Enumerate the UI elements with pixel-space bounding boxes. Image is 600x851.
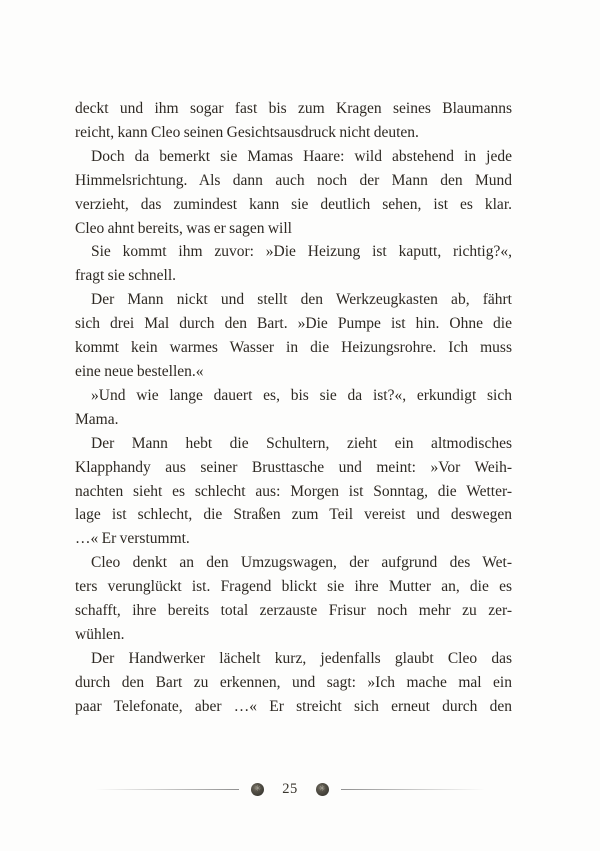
text-line: kommt kein warmes Wasser in die Heizungsrohre. Ich muss bbox=[75, 339, 512, 357]
footer-rule-left bbox=[95, 789, 239, 790]
text-line: fragt sie schnell. bbox=[75, 267, 177, 285]
text-line: durch den Bart zu erkennen, und sagt: »Ich mache mal ein bbox=[75, 673, 512, 691]
text-line: Doch da bemerkt sie Mamas Haare: wild abstehend in jede bbox=[91, 147, 512, 165]
ornament-dot-icon bbox=[251, 783, 264, 796]
text-line: schafft, ihre bereits total zerzauste Frisur noch mehr zu zer- bbox=[75, 602, 512, 620]
paragraph bbox=[75, 432, 512, 552]
text-line: paar Telefonate, aber …« Er streicht sich erneut durch den bbox=[75, 697, 512, 715]
text-line: nachten sieht es schlecht aus: Morgen ist Sonntag, die Wetter- bbox=[75, 482, 512, 500]
text-line: Klapphandy aus seiner Brusttasche und meint: »Vor Weih- bbox=[75, 458, 512, 476]
text-line: Der Handwerker lächelt kurz, jedenfalls glaubt Cleo das bbox=[91, 649, 512, 667]
text-line: Himmelsrichtung. Als dann auch noch der Mann den Mund bbox=[75, 171, 512, 189]
text-line: reicht, kann Cleo seinen Gesichtsausdruck nicht deuten. bbox=[75, 123, 419, 141]
text-line: Sie kommt ihm zuvor: »Die Heizung ist kaputt, richtig?«, bbox=[91, 243, 512, 261]
paragraph bbox=[75, 551, 512, 647]
page-footer bbox=[95, 779, 485, 799]
page-number: 25 bbox=[282, 780, 298, 797]
paragraph bbox=[75, 145, 512, 241]
text-line: Der Mann hebt die Schultern, zieht ein altmodisches bbox=[91, 434, 512, 452]
text-line: Mama. bbox=[75, 410, 119, 428]
paragraph bbox=[75, 384, 512, 432]
paragraph bbox=[75, 647, 512, 719]
paragraph bbox=[75, 240, 512, 288]
text-line: verzieht, das zumindest kann sie deutlich sehen, ist es klar. bbox=[75, 195, 512, 213]
text-line: Cleo denkt an den Umzugswagen, der aufgrund des Wet- bbox=[91, 554, 512, 572]
footer-rule-right bbox=[341, 789, 485, 790]
text-line: wühlen. bbox=[75, 625, 125, 643]
text-line: deckt und ihm sogar fast bis zum Kragen seines Blaumanns bbox=[75, 100, 512, 117]
ornament-dot-icon bbox=[316, 783, 329, 796]
text-line: eine neue bestellen.« bbox=[75, 362, 204, 380]
text-line: »Und wie lange dauert es, bis sie da ist?«, erkundigt sich bbox=[91, 386, 512, 404]
paragraph bbox=[75, 288, 512, 384]
text-line: …« Er verstummt. bbox=[75, 530, 190, 548]
text-line: sich drei Mal durch den Bart. »Die Pumpe ist hin. Ohne die bbox=[75, 315, 512, 333]
text-line: lage ist schlecht, die Straßen zum Teil vereist und deswegen bbox=[75, 506, 512, 524]
paragraph bbox=[75, 97, 512, 145]
text-line: ters verunglückt ist. Fragend blickt sie ihre Mutter an, die es bbox=[75, 578, 512, 596]
body-text bbox=[75, 97, 512, 719]
text-line: Der Mann nickt und stellt den Werkzeugkasten ab, fährt bbox=[91, 291, 512, 309]
text-line: Cleo ahnt bereits, was er sagen will bbox=[75, 219, 292, 237]
